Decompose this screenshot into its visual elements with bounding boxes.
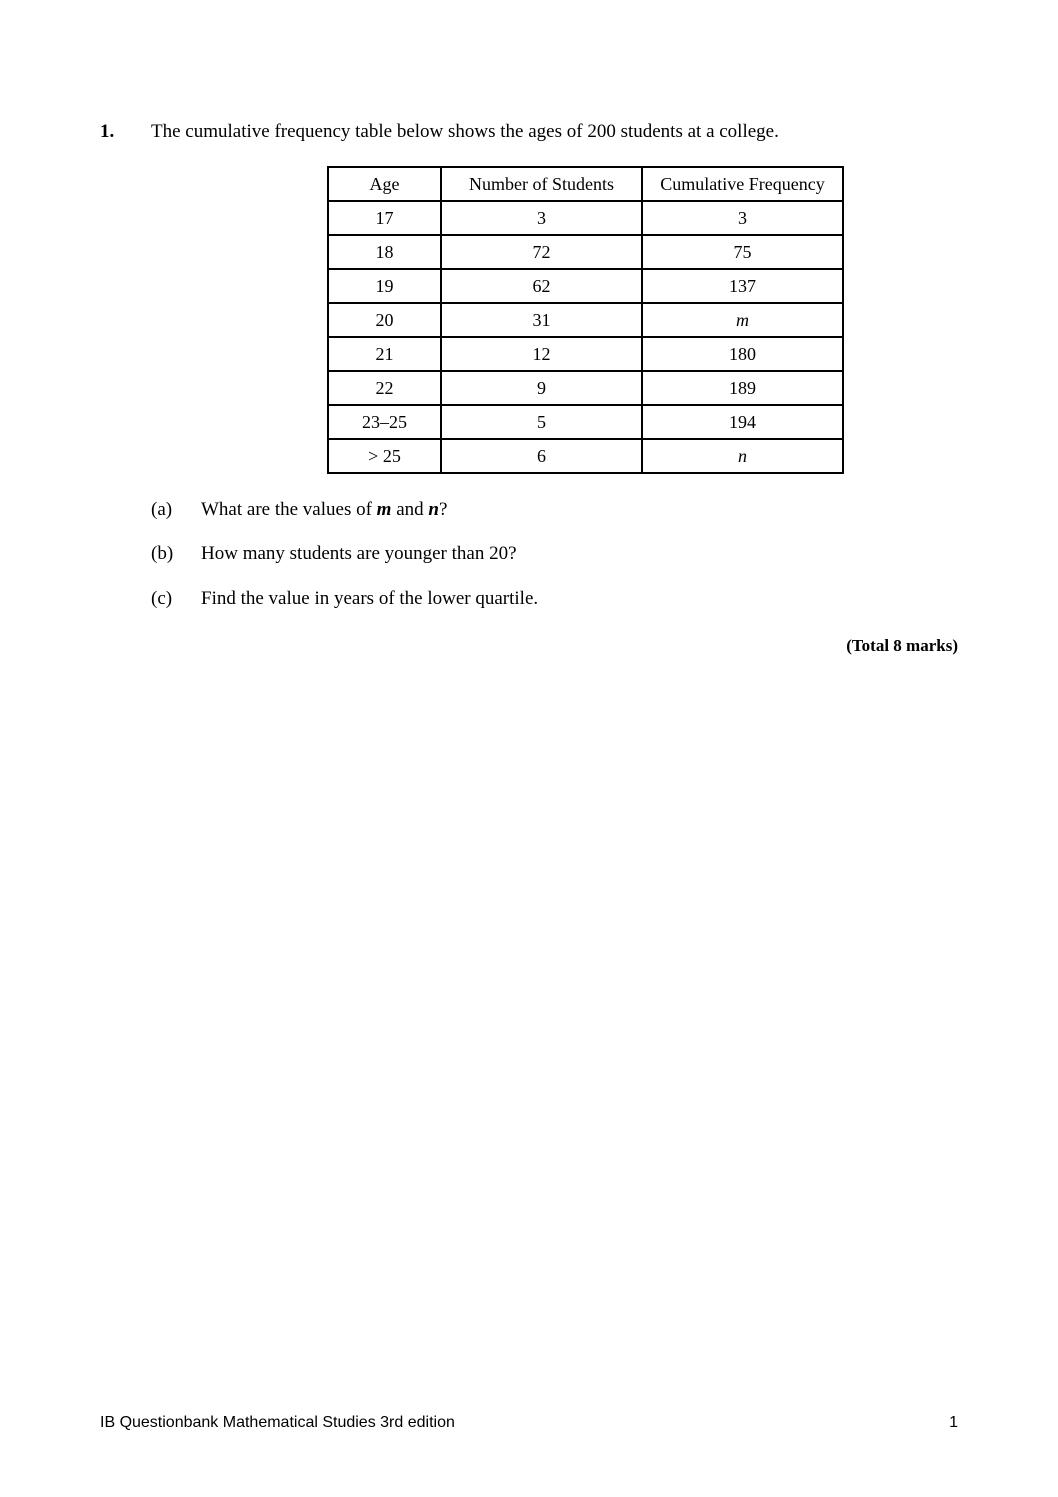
part-c [0,588,1058,612]
cumulative-cell-m: m [642,303,843,337]
table-header-row [328,167,843,201]
age-cell: > 25 [328,439,441,473]
age-cell: 20 [328,303,441,337]
table-row [328,405,843,439]
header-cumulative-frequency: Cumulative Frequency [642,167,843,201]
table-row [328,337,843,371]
age-cell: 19 [328,269,441,303]
table-row [328,371,843,405]
table-row [328,235,843,269]
age-cell: 21 [328,337,441,371]
question-number: 1. [100,121,115,142]
age-cell: 23–25 [328,405,441,439]
cumulative-cell: 189 [642,371,843,405]
age-cell: 17 [328,201,441,235]
cumulative-cell: 75 [642,235,843,269]
total-marks: (Total 8 marks) [846,636,958,655]
table-row [328,201,843,235]
cumulative-cell: 137 [642,269,843,303]
part-a-label: (a) [151,499,173,520]
cumulative-cell-n: n [642,439,843,473]
table-row [328,269,843,303]
cumulative-cell: 180 [642,337,843,371]
students-cell: 62 [441,269,642,303]
part-c-text: Find the value in years of the lower quartile. [201,588,539,609]
table-row [328,439,843,473]
students-cell: 3 [441,201,642,235]
part-a-text-mid: and [391,499,429,520]
part-b [0,543,1058,567]
page-number: 1 [949,1414,958,1431]
cumulative-frequency-table [327,166,844,474]
question-intro: The cumulative frequency table below shows the ages of 200 students at a college. [151,121,779,142]
cumulative-cell: 194 [642,405,843,439]
age-cell: 18 [328,235,441,269]
part-a-text-before: What are the values of [201,499,377,520]
variable-m: m [376,499,392,520]
header-number-of-students: Number of Students [441,167,642,201]
part-b-text: How many students are younger than 20? [201,543,517,564]
students-cell: 72 [441,235,642,269]
part-a-text-after: ? [438,499,448,520]
part-c-label: (c) [151,588,173,609]
students-cell: 31 [441,303,642,337]
part-a-text [201,499,447,521]
part-a [0,499,1058,523]
variable-n: n [428,499,439,520]
part-b-label: (b) [151,543,174,564]
cumulative-cell: 3 [642,201,843,235]
students-cell: 9 [441,371,642,405]
age-cell: 22 [328,371,441,405]
students-cell: 6 [441,439,642,473]
footer-source: IB Questionbank Mathematical Studies 3rd edition [100,1414,455,1431]
students-cell: 5 [441,405,642,439]
header-age: Age [328,167,441,201]
table-row [328,303,843,337]
students-cell: 12 [441,337,642,371]
